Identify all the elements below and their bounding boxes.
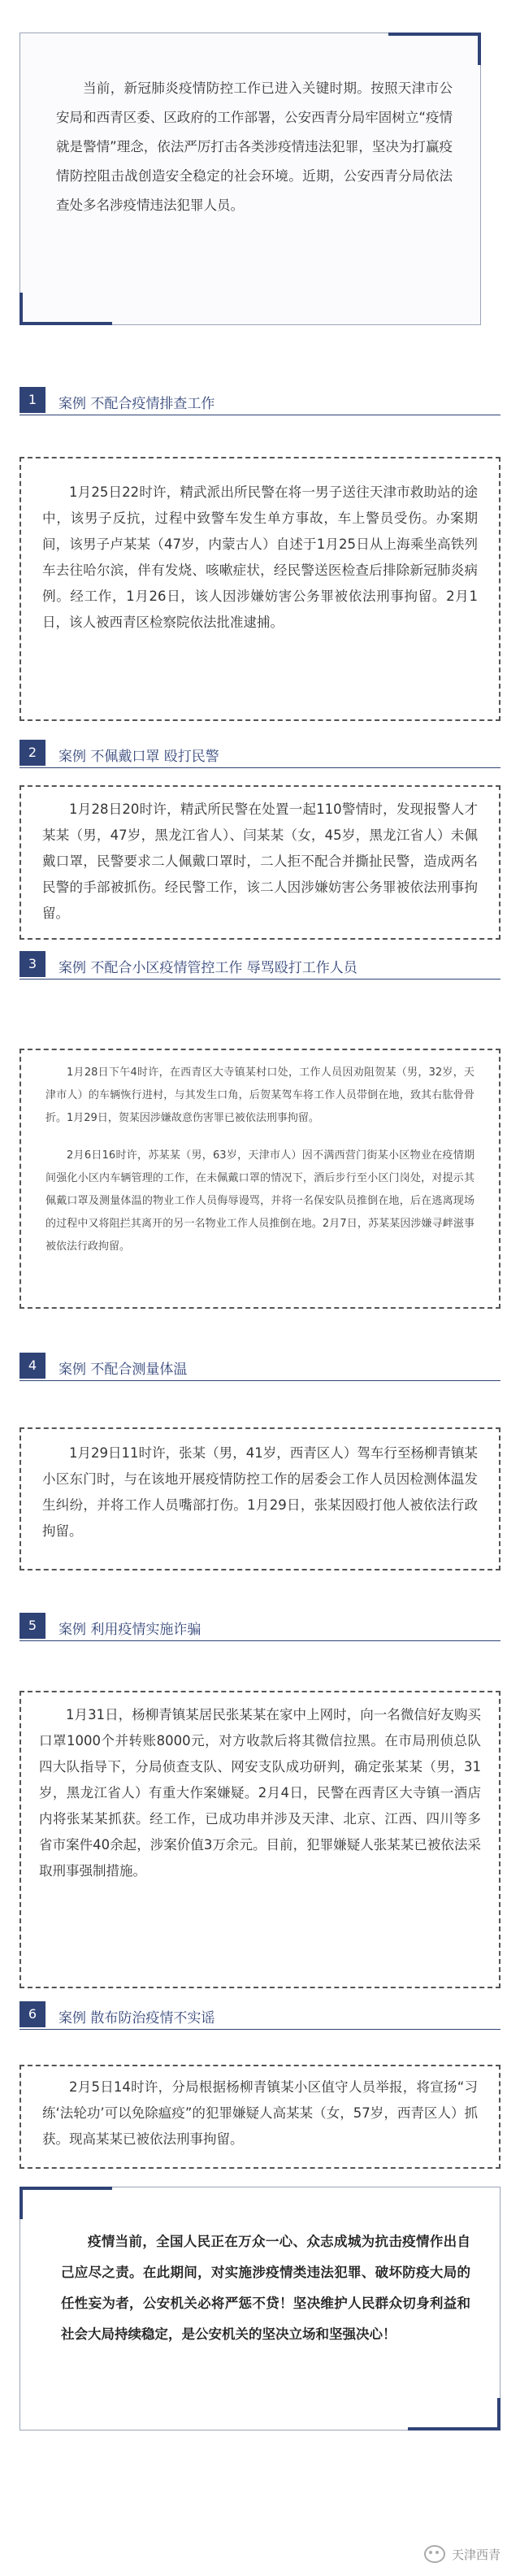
case-box-2 — [20, 785, 500, 940]
case-text: 1月28日下午4时许，在西青区大寺镇某村口处，工作人员因劝阻贺某（男，32岁，天津市人）的车辆恢行进村，与其发生口角，后贺某驾车将工作人员带倒在地，致其右肱骨骨折。1月29日，贺某因涉嫌故意伤害罪已被依法刑事拘留。 — [46, 1066, 474, 1124]
case-text: 2月6日16时许，苏某某（男，63岁，天津市人）因不满西营门街某小区物业在疫情期间强化小区内车辆管理的工作，在未佩戴口罩的情况下，酒后步行至小区门岗处，对提示其佩戴口罩及测量体温的物业工作人员侮辱谩骂，并将一名保安队员推倒在地，后在逃离现场的过程中又将阻拦其离开的另一名物业工作人员推倒在地。2月7日，苏某某因涉嫌寻衅滋事被依法行政拘留。 — [46, 1149, 474, 1253]
closing-card — [20, 2187, 500, 2430]
section-number: 6 — [20, 2001, 46, 2027]
section-title: 案例 不配合小区疫情管控工作 辱骂殴打工作人员 — [58, 960, 358, 976]
section-header-2 — [20, 735, 500, 768]
watermark — [424, 2545, 500, 2563]
section-number: 5 — [20, 1613, 46, 1639]
case-text: 1月25日22时许，精武派出所民警在将一男子送往天津市救助站的途中，该男子反抗，过程中致警车发生单方事故，车上警员受伤。办案期间，该男子卢某某（47岁，内蒙古人）自述于1月25日从上海乘坐高铁列车去往哈尔滨，伴有发烧、咳嗽症状，经民警送医检查后排除新冠肺炎病例。经工作，1月26日，该人因涉嫌妨害公务罪被依法刑事拘留。2月1日，该人被西青区检察院依法批准逮捕。 — [42, 484, 478, 630]
section-title: 案例 不佩戴口罩 殴打民警 — [58, 749, 219, 765]
wechat-icon — [424, 2545, 445, 2563]
section-title: 案例 散布防治疫情不实谣 — [58, 2010, 215, 2026]
case-box-4 — [20, 1427, 500, 1570]
section-title: 案例 利用疫情实施诈骗 — [58, 1622, 202, 1638]
section-header-4 — [20, 1348, 500, 1381]
case-text: 2月5日14时许，分局根据杨柳青镇某小区值守人员举报，将宣扬“习练‘法轮功’可以免除瘟疫”的犯罪嫌疑人高某某（女，57岁，西青区人）抓获。现高某某已被依法刑事拘留。 — [42, 2079, 478, 2147]
case-text: 1月31日，杨柳青镇某居民张某某在家中上网时，向一名微信好友购买口罩1000个并转账8000元，对方收款后将其微信拉黑。在市局刑侦总队四大队指导下，分局侦查支队、网安支队成功研判，确定张某某（男，31岁，黑龙江省人）有重大作案嫌疑。2月4日，民警在西青区大寺镇一酒店内将张某某抓获。经工作，已成功串并涉及天津、北京、江西、四川等多省市案件40余起，涉案价值3万余元。目前，犯罪嫌疑人张某某已被依法采取刑事强制措施。 — [39, 1707, 481, 1879]
section-header-5 — [20, 1608, 500, 1641]
section-number: 4 — [20, 1353, 46, 1379]
section-number: 2 — [20, 740, 46, 766]
case-box-5 — [20, 1691, 500, 1988]
case-box-3 — [20, 1049, 500, 1309]
section-title: 案例 不配合测量体温 — [58, 1362, 188, 1378]
closing-text: 疫情当前，全国人民正在万众一心、众志成城为抗击疫情作出自己应尽之责。在此期间，对实施涉疫情类违法犯罪、破坏防疫大局的任性妄为者，公安机关必将严惩不贷！坚决维护人民群众切身利益和社会大局持续稳定，是公安机关的坚决立场和坚强决心！ — [61, 2234, 470, 2342]
case-box-6 — [20, 2065, 500, 2169]
intro-card — [20, 33, 481, 325]
section-number: 1 — [20, 387, 46, 413]
case-text: 1月28日20时许，精武所民警在处置一起110警情时，发现报警人才某某（男，47岁，黑龙江省人）、闫某某（女，45岁，黑龙江省人）未佩戴口罩，民警要求二人佩戴口罩时，二人拒不配合并撕扯民警，造成两名民警的手部被抓伤。经民警工作，该二人因涉嫌妨害公务罪被依法刑事拘留。 — [42, 801, 478, 921]
section-title: 案例 不配合疫情排查工作 — [58, 396, 215, 412]
case-text: 1月29日11时许，张某（男，41岁，西青区人）驾车行至杨柳青镇某小区东门时，与在该地开展疫情防控工作的居委会工作人员因检测体温发生纠纷，并将工作人员嘴部打伤。1月29日，张某因殴打他人被依法行政拘留。 — [42, 1445, 478, 1539]
section-number: 3 — [20, 951, 46, 977]
section-header-1 — [20, 382, 500, 415]
watermark-text: 天津西青 — [451, 2547, 500, 2562]
intro-text: 当前，新冠肺炎疫情防控工作已进入关键时期。按照天津市公安局和西青区委、区政府的工作部署，公安西青分局牢固树立“疫情就是警情”理念，依法严厉打击各类涉疫情违法犯罪，坚决为打赢疫情防控阻击战创造安全稳定的社会环境。近期，公安西青分局依法查处多名涉疫情违法犯罪人员。 — [56, 80, 453, 213]
section-header-3 — [20, 946, 500, 980]
section-header-6 — [20, 1996, 500, 2030]
case-box-1 — [20, 457, 500, 721]
